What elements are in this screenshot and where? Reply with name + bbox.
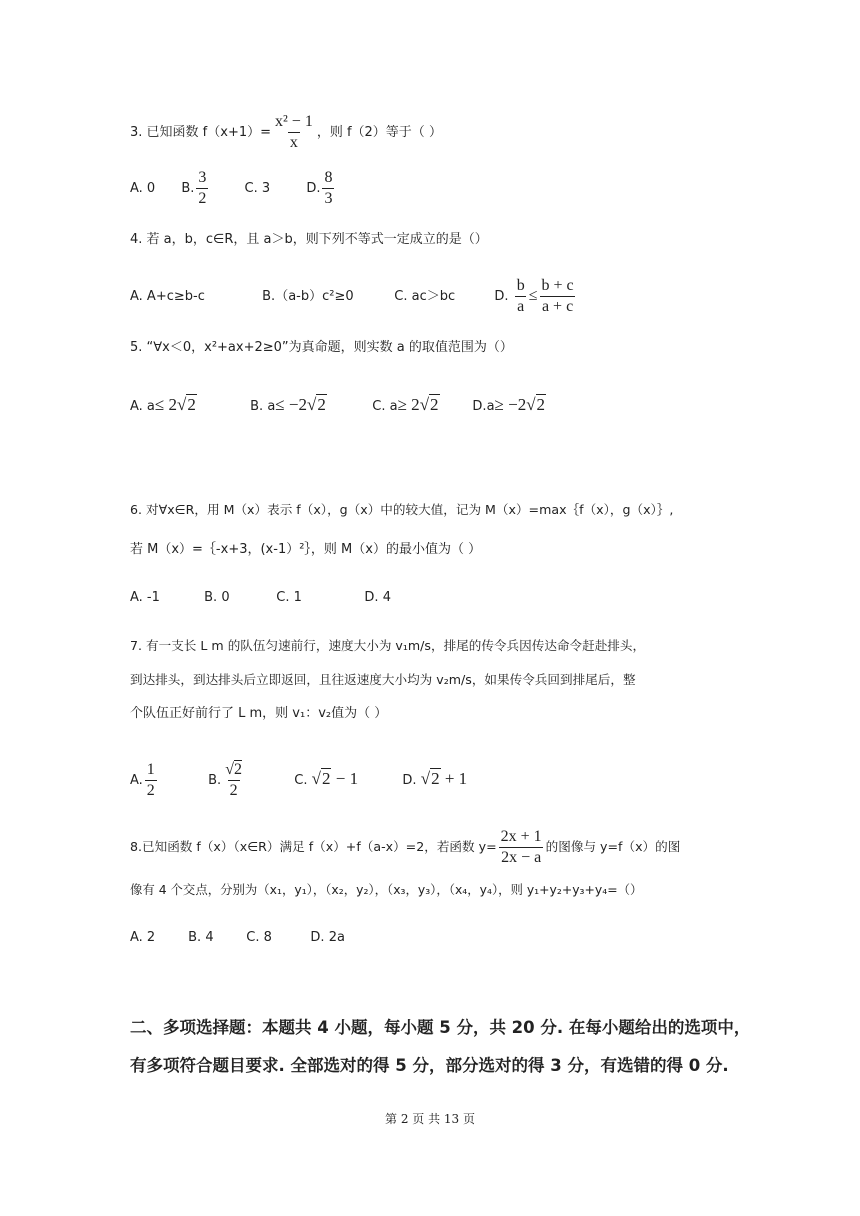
q5-option-b-sqrt: √2 (306, 395, 326, 414)
q6-options (130, 588, 391, 608)
q3-option-b-num: 3 (198, 169, 207, 186)
q4-option-d-left-den: a (517, 298, 525, 315)
q3-option-c: C. 3 (244, 181, 271, 196)
section-2-heading-line-2: 有多项符合题目要求. 全部选对的得 5 分，部分选对的得 3 分，有选错的得 0 分. (130, 1056, 729, 1075)
q6-option-a: A. -1 (130, 590, 160, 605)
q3-stem (130, 112, 442, 153)
q8-options (130, 928, 345, 948)
q3-options (130, 168, 336, 209)
q4-option-d-left-num: b (516, 277, 525, 294)
q4-option-d-right-den: a + c (541, 298, 574, 315)
q7-option-c-sqrt: √2 (311, 769, 331, 788)
q6-option-d: D. 4 (364, 590, 391, 605)
q7-option-c-radicand: 2 (321, 769, 331, 788)
q3-option-d-den: 3 (324, 190, 333, 207)
q8-option-b: B. 4 (188, 930, 214, 945)
q5-option-d-sqrt: √2 (526, 395, 546, 414)
q7-option-b (208, 760, 290, 802)
q3-option-d (306, 168, 336, 209)
q5-option-d-rel: ≥ −2 (494, 395, 527, 414)
q6-line-2: 若 M（x）=｛-x+3，(x-1）²｝，则 M（x）的最小值为（ ） (130, 542, 482, 557)
q7-option-d-label: D. (402, 773, 417, 788)
q3-option-b (181, 168, 210, 209)
q3-stem-text-a: 3. 已知函数 f（x+1）= (130, 125, 271, 140)
q4-option-b: B.（a-b）c²≥0 (262, 289, 354, 304)
q8-frac-den: 2x − a (501, 849, 542, 866)
q7-option-b-fraction (223, 760, 244, 801)
q3-option-b-fraction (196, 168, 208, 209)
q5-option-a-sqrt: √2 (177, 395, 196, 414)
q7-option-a (130, 760, 204, 802)
q4-option-d (494, 276, 577, 317)
q3-option-b-label: B. (181, 181, 195, 196)
q3-frac-num: x² − 1 (275, 113, 313, 130)
q5-option-d (472, 392, 546, 420)
q4-option-d-op: ≤ (528, 287, 538, 304)
q5-option-c (372, 392, 468, 420)
q4-option-c: C. ac＞bc (394, 289, 456, 304)
q3-option-d-num: 8 (324, 169, 333, 186)
q7-line-1: 7. 有一支长 L m 的队伍匀速前行，速度大小为 v₁m/s，排尾的传令兵因传达命令赶赴排头， (130, 638, 646, 653)
q8-line-1 (130, 826, 680, 868)
q4-options (130, 276, 578, 317)
q8-option-c: C. 8 (246, 930, 272, 945)
q5-option-b-rel: ≤ −2 (275, 395, 307, 414)
q7-options (130, 758, 467, 802)
q8-fraction (499, 827, 544, 868)
q5-options (130, 392, 546, 420)
q3-option-a: A. 0 (130, 181, 156, 196)
q8-option-a: A. 2 (130, 930, 156, 945)
q5-option-d-label: D.a (472, 399, 495, 414)
q3-frac-den: x (289, 134, 298, 151)
q7-line-3: 个队伍正好前行了 L m，则 v₁：v₂值为（ ） (130, 706, 388, 721)
q7-option-b-num: √2 (225, 761, 242, 778)
q7-option-b-num-radicand: 2 (233, 761, 242, 778)
q8-line-2: 像有 4 个交点，分别为（x₁，y₁），（x₂，y₂），（x₃，y₃），（x₄，y₄），则 y₁+y₂+y₃+y₄=（） (130, 882, 643, 897)
q8-line-1-text-b: 的图像与 y=f（x）的图 (545, 839, 681, 854)
q7-option-c-label: C. (294, 773, 308, 788)
q5-option-a (130, 392, 246, 420)
q7-option-c (294, 758, 398, 802)
q5-option-a-rel: ≤ 2 (154, 395, 177, 414)
q5-option-a-label: A. a (130, 399, 155, 414)
q7-option-b-label: B. (208, 773, 222, 788)
q4-option-d-right-num: b + c (541, 277, 574, 294)
q7-option-a-fraction (145, 760, 157, 801)
q3-fraction (273, 112, 315, 153)
page-footer: 第 2 页 共 13 页 (385, 1112, 475, 1126)
q4-stem: 4. 若 a，b，c∈R，且 a＞b，则下列不等式一定成立的是（） (130, 232, 488, 247)
q6-option-c: C. 1 (276, 590, 302, 605)
q7-option-a-label: A. (130, 773, 143, 788)
q7-option-a-den: 2 (146, 782, 155, 799)
q5-option-b-radicand: 2 (317, 395, 326, 414)
q7-option-a-num: 1 (146, 761, 155, 778)
q3-option-d-label: D. (306, 181, 321, 196)
q5-option-c-radicand: 2 (430, 395, 439, 414)
q3-option-b-den: 2 (198, 190, 207, 207)
q3-stem-text-b: ，则 f（2）等于（ ） (316, 125, 442, 140)
q8-option-d: D. 2a (310, 930, 345, 945)
q5-option-a-radicand: 2 (187, 395, 196, 414)
q4-option-a: A. A+c≥b-c (130, 289, 205, 304)
section-2-heading-line-1: 二、多项选择题：本题共 4 小题，每小题 5 分，共 20 分. 在每小题给出的选项中， (130, 1018, 751, 1037)
q5-option-c-sqrt: √2 (419, 395, 439, 414)
q3-option-d-fraction (322, 168, 334, 209)
q6-option-b: B. 0 (204, 590, 230, 605)
q5-option-b-label: B. a (250, 399, 276, 414)
q7-option-d-radicand: 2 (431, 769, 440, 788)
q4-option-d-right-frac (540, 276, 576, 317)
q6-line-1: 6. 对∀x∈R，用 M（x）表示 f（x），g（x）中的较大值，记为 M（x）=max｛f（x），g（x）｝, (130, 502, 674, 517)
q7-option-d-tail: + 1 (440, 769, 468, 788)
q5-stem: 5. “∀x＜0，x²+ax+2≥0”为真命题，则实数 a 的取值范围为（） (130, 340, 513, 355)
q7-line-2: 到达排头，到达排头后立即返回，且往返速度大小均为 v₂m/s，如果传令兵回到排尾后，整 (130, 672, 636, 687)
q5-option-c-label: C. a (372, 399, 398, 414)
q4-option-d-left-frac (515, 276, 527, 317)
q8-frac-num: 2x + 1 (500, 828, 542, 845)
q8-line-1-text-a: 8.已知函数 f（x）（x∈R）满足 f（x）+f（a-x）=2，若函数 y= (130, 839, 497, 854)
q7-option-d-sqrt: √2 (420, 769, 440, 788)
q7-option-b-den: 2 (229, 782, 238, 799)
q5-option-c-rel: ≥ 2 (397, 395, 420, 414)
q5-option-d-radicand: 2 (536, 395, 546, 414)
q4-option-d-label: D. (494, 289, 509, 304)
q7-option-c-tail: − 1 (331, 769, 359, 788)
q5-option-b (250, 392, 368, 420)
q7-option-d (402, 758, 467, 802)
